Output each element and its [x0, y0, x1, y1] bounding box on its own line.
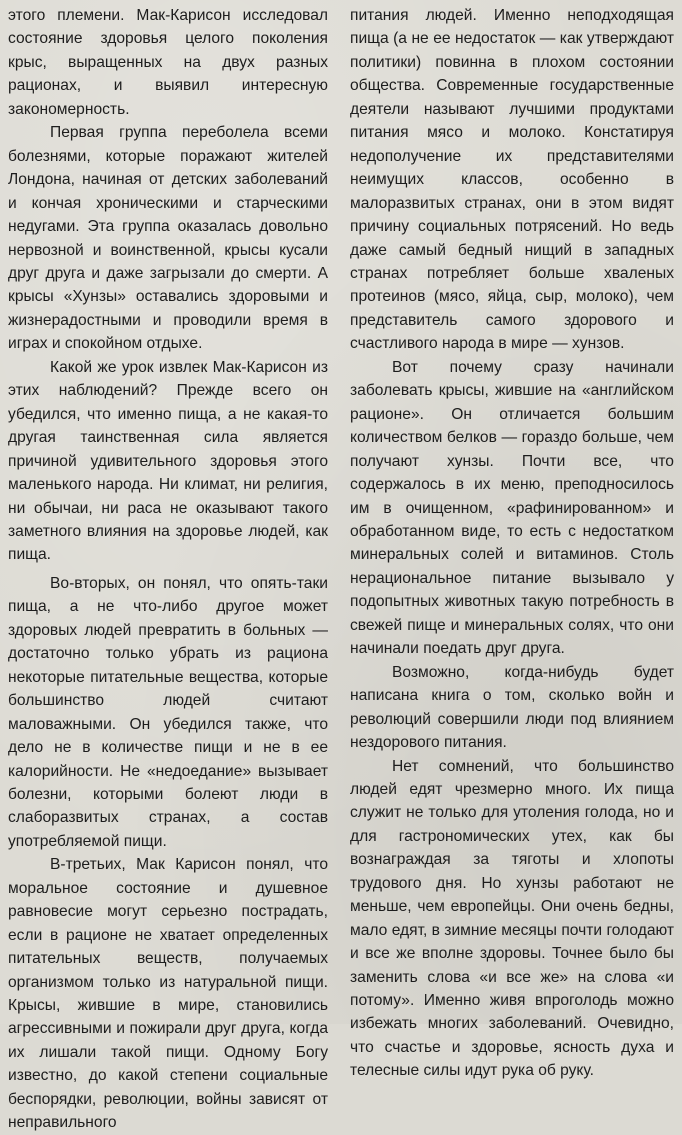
paragraph: Первая группа переболела всеми болезнями, которые поражают жителей Лондона, начиная от детских заболеваний и кончая хроническими и старческими недугами. Эта группа оказалась довольно нервозной и воинственной, крысы кусали друг друга и даже загрызали до смерти. А крысы «Хунзы» оставались здоровыми и жизнерадостными и проводили время в играх и спокойном отдыхе. — [8, 124, 328, 353]
paragraph: В-третьих, Мак Карисон понял, что моральное состояние и душевное равновесие могут серьезно пострадать, если в рационе не хватает определенных питательных веществ, получаемых организмом только из натуральной пищи. Крысы, жившие в мире, становились агрессивными и пожирали друг друга, когда их лишали такой пищи. Одному Богу известно, до какой степени социальные беспорядки, революции, войны зависят от неправильного — [8, 856, 328, 1132]
paragraph: Вот почему сразу начинали заболевать крысы, жившие на «английском рационе». Он отличается большим количеством белков — гораздо больше, чем получают хунзы. Почти все, что содержалось в их меню, преподносилось им в очищенном, «рафинированном» и обработанном виде, то есть с недостатком минеральных солей и витаминов. Столь нерациональное питание вызывало у подопытных животных такую потребность в свежей пище и минеральных солях, что они начинали поедать друг друга. — [350, 358, 674, 658]
paragraph: Возможно, когда-нибудь будет написана книга о том, сколько войн и революций совершили люди под влиянием нездорового питания. — [350, 663, 674, 752]
left-column — [8, 4, 328, 1135]
paragraph: Нет сомнений, что большинство людей едят чрезмерно много. Их пища служит не только для утоления голода, но и для гастрономических утех, как бы вознаграждая за тяготы и хлопоты трудового дня. Но хунзы работают не меньше, чем европейцы. Они очень бедны, мало едят, в зимние месяцы почти голодают и все же вполне здоровы. Точнее было бы заменить слова «и все же» на слова «и потому». Именно живя впроголодь можно избежать многих заболеваний. Очевидно, что счастье и здоровье, ясность духа и телесные силы идут рука об руку. — [350, 757, 674, 1080]
paragraph: питания людей. Именно неподходящая пища (а не ее недостаток — как утверждают политики) повинна в плохом состоянии общества. Современные государственные деятели называют лучшими продуктами питания мясо и молоко. Констатируя недополучение их представителями неимущих классов, особенно в малоразвитых странах, они в этом видят причину социальных потрясений. Но ведь даже самый бедный нищий в западных странах потребляет больше хваленых протеинов (мясо, яйца, сыр, молоко), чем представитель самого здорового и счастливого народа в мире — хунзов. — [350, 7, 674, 353]
paragraph: Во-вторых, он понял, что опять-таки пища, а не что-либо другое может здоровых людей превратить в больных — достаточно только убрать из рациона некоторые питательные вещества, которые большинство людей считают маловажными. Он убедился также, что дело не в количестве пищи и не в ее калорийности. Не «недоедание» вызывает болезни, которыми болеют люди в слаборазвитых странах, а состав употребляемой пищи. — [8, 574, 328, 850]
right-column — [350, 4, 674, 1083]
paragraph: этого племени. Мак-Карисон исследовал состояние здоровья целого поколения крыс, выращенных на двух разных рационах, и выявил интересную закономерность. — [8, 7, 328, 118]
paragraph: Какой же урок извлек Мак-Карисон из этих наблюдений? Прежде всего он убедился, что именно пища, а не какая-то другая таинственная сила является причиной удивительного здоровья этого маленького народа. Ни климат, ни религия, ни обычаи, ни раса не оказывают такого заметного влияния на здоровье людей, как пища. — [8, 358, 328, 564]
